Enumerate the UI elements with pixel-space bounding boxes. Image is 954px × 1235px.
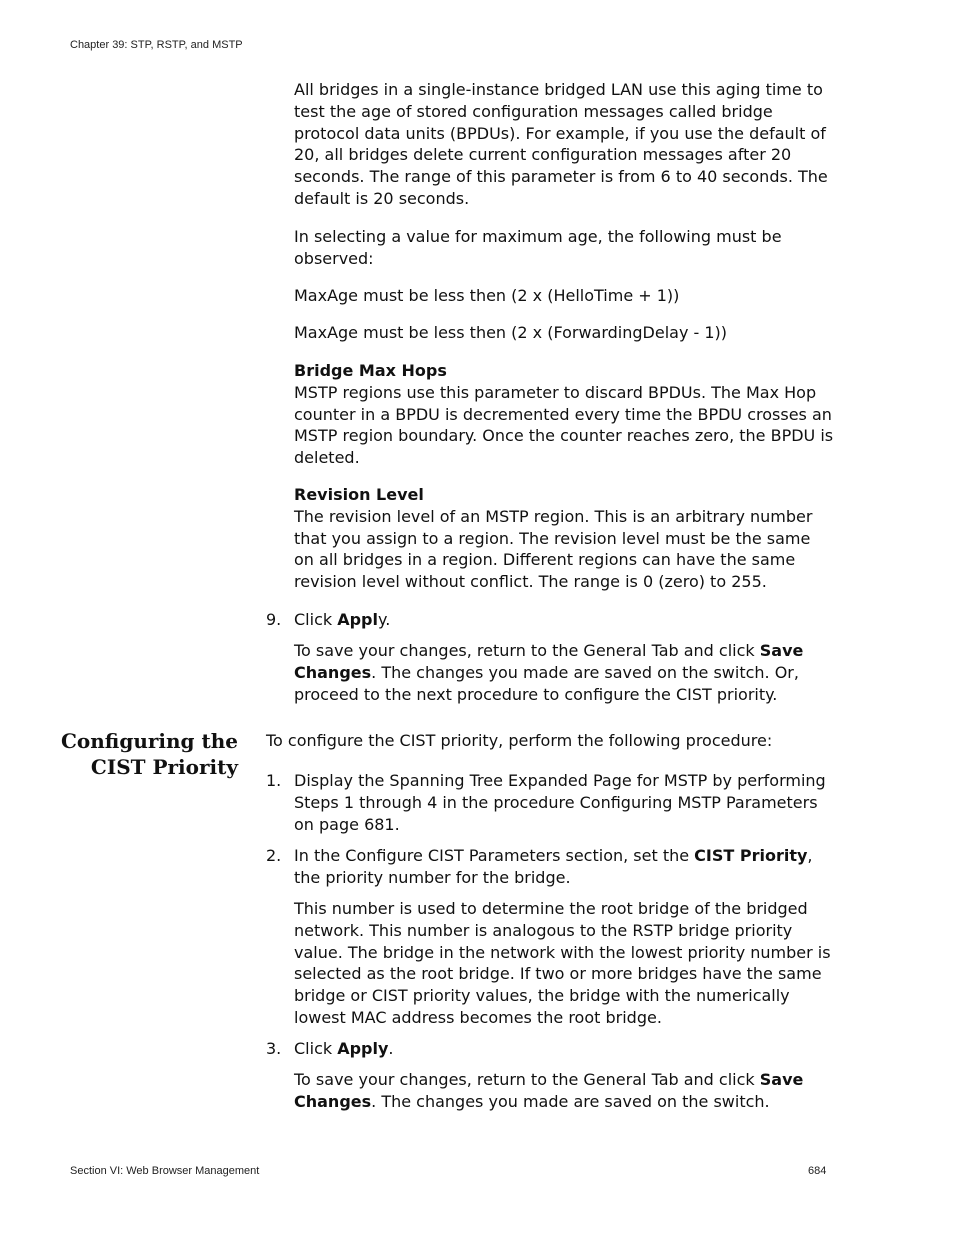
- max-hops-text: MSTP regions use this parameter to discard BPDUs. The Max Hop counter in a BPDU is decremented every time the BPDU crosses an MSTP region boundary. Once the counter reaches zero, the BPDU is deleted.: [294, 382, 834, 468]
- section-heading: [60, 728, 238, 780]
- section-heading-line2: CIST Priority: [90, 755, 238, 779]
- footer-section: Section VI: Web Browser Management: [70, 1165, 260, 1177]
- step-2-text-end: , the priority number for the bridge.: [294, 846, 813, 887]
- section-heading-line1: Configuring the: [61, 729, 238, 753]
- step-1: Display the Spanning Tree Expanded Page for MSTP by performing Steps 1 through 4 in the procedure Configuring MSTP Parameters on page 681.: [294, 771, 826, 834]
- revision-text: The revision level of an MSTP region. This is an arbitrary number that you assign to a region. The revision level must be the same on all bridges in a region. Different regions can have the same revision level without conflict. The range is 0 (zero) to 255.: [294, 506, 813, 592]
- save-text: To save your changes, return to the General Tab and click: [294, 1070, 760, 1089]
- max-hops-title: Bridge Max Hops: [294, 361, 447, 380]
- selecting-paragraph: In selecting a value for maximum age, the following must be observed:: [294, 227, 782, 268]
- save-changes-label: Save Changes: [294, 641, 804, 682]
- save-text-end: . The changes you made are saved on the switch. Or, proceed to the next procedure to configure the CIST priority.: [294, 662, 799, 704]
- save-changes-label: Save Changes: [294, 1070, 804, 1111]
- formula-hellotime: MaxAge must be less then (2 x (HelloTime + 1)): [294, 286, 680, 305]
- step-3-text-end: .: [388, 1039, 394, 1058]
- section-intro: To configure the CIST priority, perform the following procedure:: [266, 731, 773, 750]
- step-9: [294, 609, 834, 631]
- revision-entry: [294, 484, 834, 593]
- apply-label: Appl: [337, 610, 378, 629]
- cist-priority-label: CIST Priority: [694, 846, 808, 865]
- save-text-end: . The changes you made are saved on the switch.: [371, 1091, 770, 1111]
- running-header: Chapter 39: STP, RSTP, and MSTP: [70, 39, 243, 51]
- step-2: [294, 845, 834, 889]
- save-changes-paragraph: [294, 640, 834, 705]
- save-text: To save your changes, return to the General Tab and click: [294, 641, 760, 660]
- step-number: 1.: [266, 771, 282, 790]
- save-changes-paragraph-2: [294, 1069, 834, 1113]
- step-9-text-end: y.: [378, 610, 391, 629]
- step-number: 2.: [266, 846, 282, 865]
- step-9-text: Click: [294, 610, 338, 629]
- step-2-detail: This number is used to determine the root bridge of the bridged network. This number is analogous to the RSTP bridge priority value. The bridge in the network with the lowest priority number is selected as the root bridge. If two or more bridges have the same bridge or CIST priority values, the bridge with the numerically lowest MAC address becomes the root bridge.: [294, 899, 831, 1027]
- max-hops-entry: [294, 360, 834, 469]
- step-3: [294, 1038, 834, 1060]
- formula-forwarding-delay: MaxAge must be less then (2 x (ForwardingDelay - 1)): [294, 323, 728, 342]
- step-number: 3.: [266, 1039, 282, 1058]
- step-2-text: In the Configure CIST Parameters section, set the: [294, 846, 695, 865]
- apply-label: Apply: [337, 1039, 389, 1058]
- step-number: 9.: [266, 610, 282, 629]
- revision-title: Revision Level: [294, 485, 424, 504]
- page-number: 684: [808, 1165, 827, 1177]
- aging-paragraph: All bridges in a single-instance bridged LAN use this aging time to test the age of stored configuration messages called bridge protocol data units (BPDUs). For example, if you use the default of 20, all bridges delete current configuration messages after 20 seconds. The range of this parameter is from 6 to 40 seconds. The default is 20 seconds.: [294, 80, 828, 208]
- step-3-text: Click: [294, 1039, 338, 1058]
